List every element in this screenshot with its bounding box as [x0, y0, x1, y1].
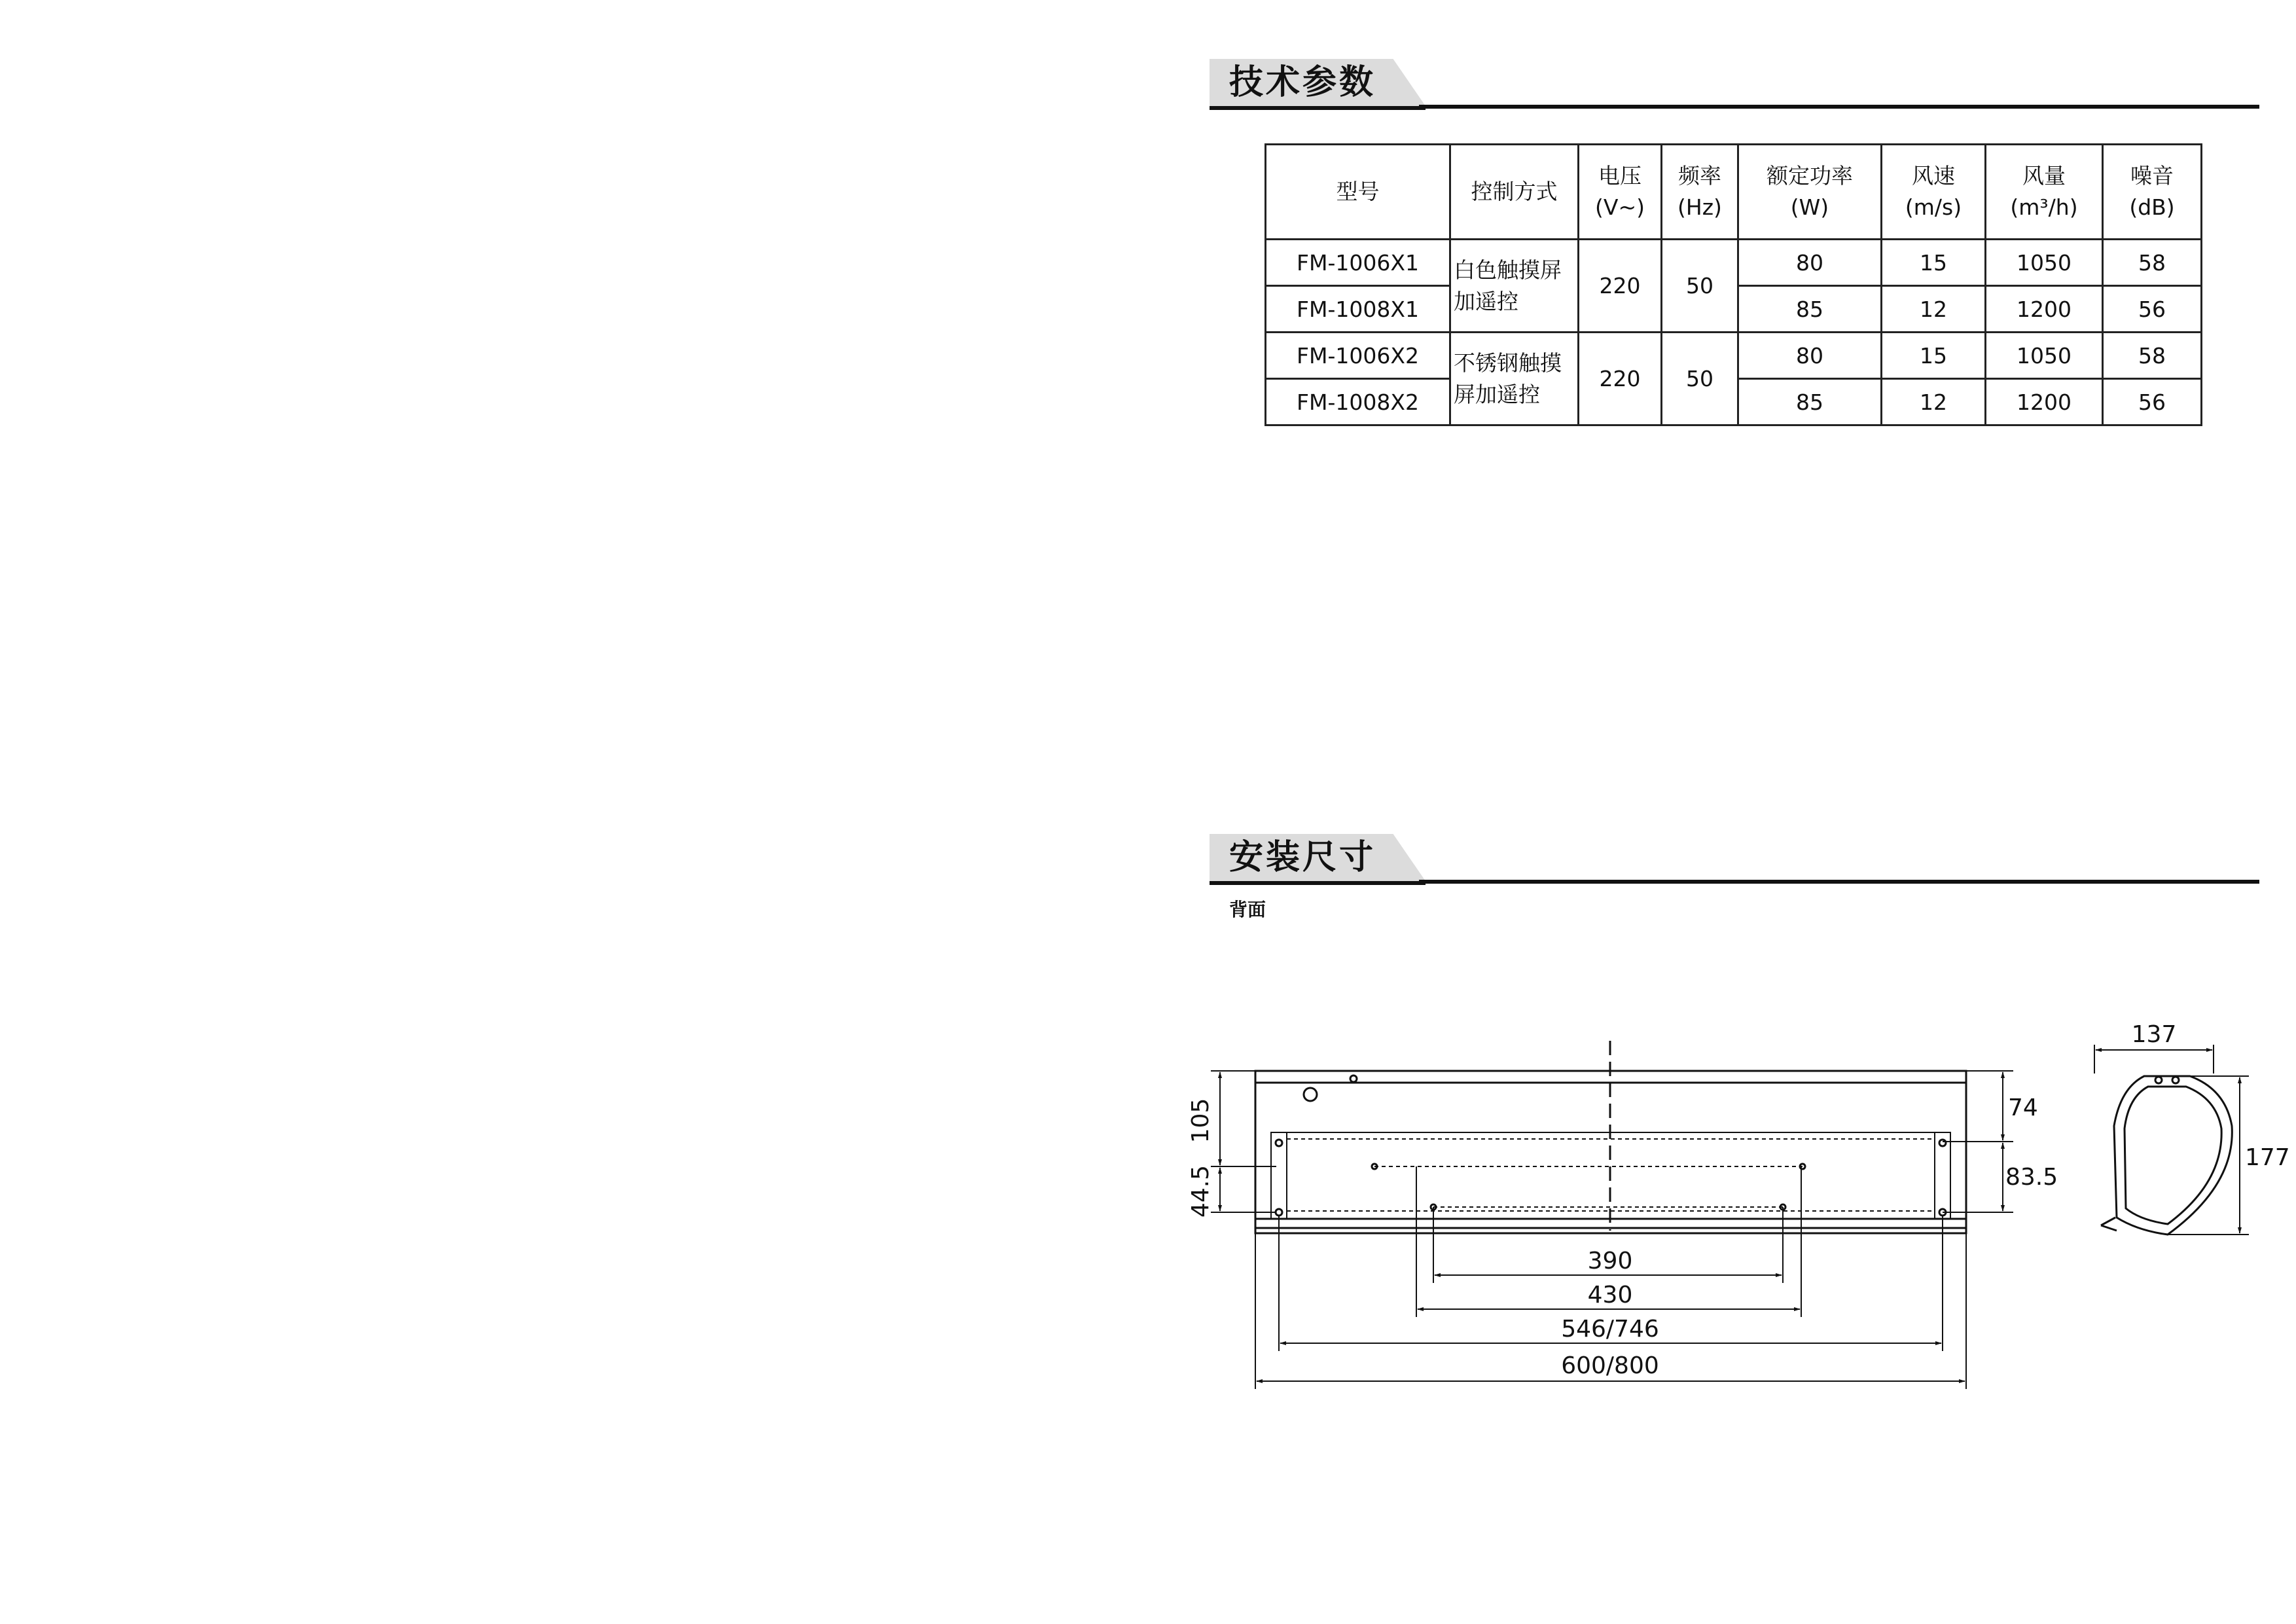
- back-view-label: 背面: [1229, 899, 1266, 920]
- cell-model: FM-1006X2: [1266, 333, 1450, 379]
- dim-600-label: 600/800: [1561, 1352, 1659, 1379]
- col-frequency: 频率 (Hz): [1662, 145, 1738, 240]
- cell-flow: 1200: [1986, 286, 2103, 333]
- cell-voltage: 220: [1579, 240, 1662, 333]
- cell-power: 85: [1738, 379, 1882, 425]
- cell-flow: 1200: [1986, 379, 2103, 425]
- col-speed: 风速 (m/s): [1882, 145, 1986, 240]
- cell-speed: 15: [1882, 240, 1986, 286]
- cell-speed: 12: [1882, 286, 1986, 333]
- col-noise: 噪音 (dB): [2103, 145, 2202, 240]
- unit-side-profile: [2101, 1076, 2232, 1235]
- cell-noise: 56: [2103, 286, 2202, 333]
- col-control: 控制方式: [1450, 145, 1579, 240]
- dim-44-5-label: 44.5: [1187, 1164, 1214, 1218]
- col-voltage: 电压 (V~): [1579, 145, 1662, 240]
- dim-83-5-label: 83.5: [2005, 1164, 2058, 1191]
- col-power: 额定功率 (W): [1738, 145, 1882, 240]
- cell-model: FM-1008X1: [1266, 286, 1450, 333]
- cell-speed: 15: [1882, 333, 1986, 379]
- cell-noise: 58: [2103, 240, 2202, 286]
- cell-noise: 56: [2103, 379, 2202, 425]
- cell-control: 不锈钢触摸 屏加遥控: [1450, 333, 1579, 425]
- dim-177-label: 177: [2245, 1144, 2290, 1171]
- dim-430-label: 430: [1587, 1282, 1633, 1308]
- dim-390-label: 390: [1587, 1248, 1633, 1274]
- cell-frequency: 50: [1662, 240, 1738, 333]
- section-title-install: 安装尺寸: [1229, 838, 1376, 877]
- cell-control: 白色触摸屏 加遥控: [1450, 240, 1579, 333]
- cell-power: 80: [1738, 333, 1882, 379]
- col-model: 型号: [1266, 145, 1450, 240]
- cell-speed: 12: [1882, 379, 1986, 425]
- left-vertical-dimensions: [1211, 1071, 1276, 1212]
- dim-137-label: 137: [2131, 1021, 2177, 1048]
- side-dimensions: [2094, 1045, 2249, 1235]
- cell-power: 80: [1738, 240, 1882, 286]
- col-flow: 风量 (m³/h): [1986, 145, 2103, 240]
- cell-flow: 1050: [1986, 333, 2103, 379]
- dim-546-label: 546/746: [1561, 1316, 1659, 1343]
- cell-model: FM-1008X2: [1266, 379, 1450, 425]
- cell-noise: 58: [2103, 333, 2202, 379]
- right-vertical-dimensions: [1943, 1071, 2013, 1212]
- cell-flow: 1050: [1986, 240, 2103, 286]
- section-title-tech: 技术参数: [1229, 63, 1376, 102]
- dim-105-label: 105: [1187, 1098, 1214, 1144]
- cell-voltage: 220: [1579, 333, 1662, 425]
- cell-model: FM-1006X1: [1266, 240, 1450, 286]
- dim-74-label: 74: [2008, 1094, 2038, 1121]
- cell-frequency: 50: [1662, 333, 1738, 425]
- cell-power: 85: [1738, 286, 1882, 333]
